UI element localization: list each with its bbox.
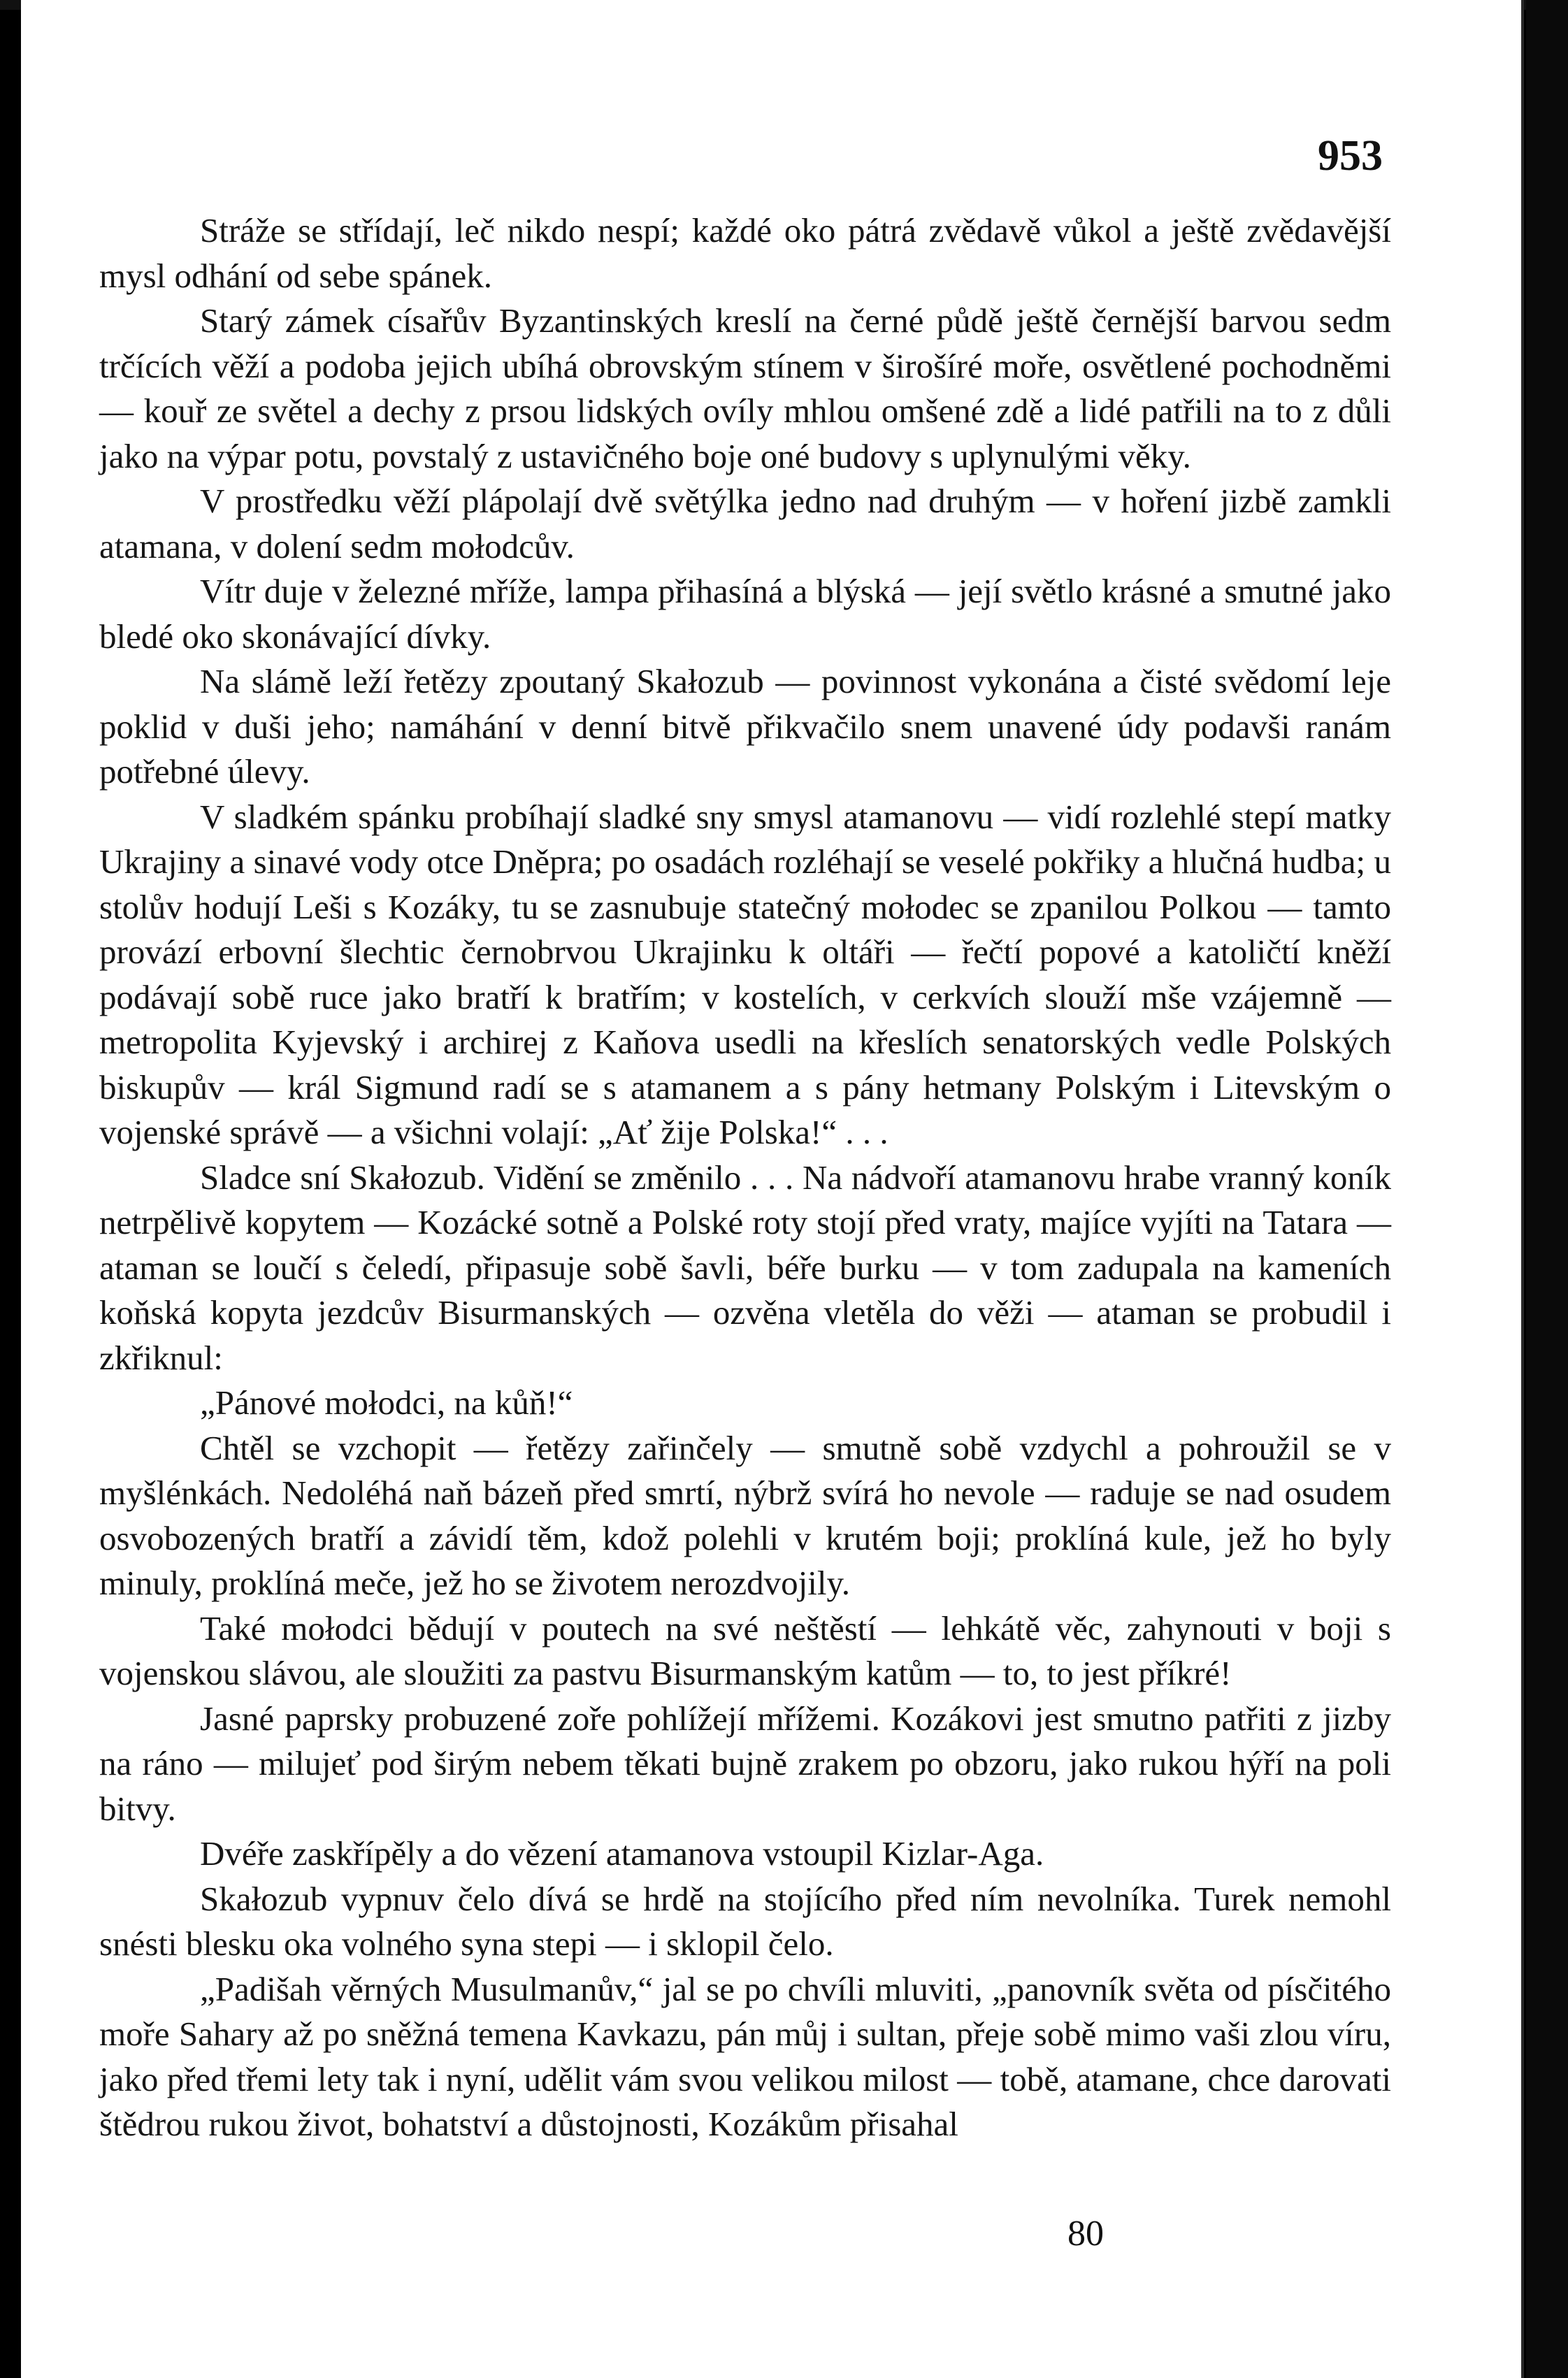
paragraph: Chtěl se vzchopit — řetězy zařinčely — smutně sobě vzdychl a pohroužil se v myšlénkách. Nedoléhá naň bázeň před smrtí, nýbrž svírá ho nevole — raduje se nad osudem osvobozených bratří a závidí těm, kdož polehli v krutém boji; proklíná kule, jež ho byly minuly, proklíná meče, jež ho se životem nerozdvojily.	[99, 1428, 1391, 1602]
paragraph: Dvéře zaskřípěly a do vězení atamanova vstoupil Kizlar-Aga.	[200, 1834, 1044, 1873]
paragraph: Skałozub vypnuv čelo dívá se hrdě na stojícího před ním nevolníka. Turek nemohl snésti blesku oka volného syna stepi — i sklopil čelo.	[99, 1879, 1391, 1963]
paragraph: Sladce sní Skałozub. Vidění se změnilo . . . Na nádvoří atamanovu hrabe vranný koník netrpělivě kopytem — Kozácké sotně a Polské roty stojí před vraty, majíce vyjíti na Tatara — ataman se loučí s čeledí, připasuje sobě šavli, béře burku — v tom zadupala na kameních koňská kopyta jezdcův Bisurmanských — ozvěna vletěla do věži — ataman se probudil i zkřiknul:	[99, 1158, 1391, 1377]
page-number: 953	[1318, 132, 1383, 180]
paragraph: Jasné paprsky probuzené zoře pohlížejí mřížemi. Kozákovi jest smutno patřiti z jizby na ráno — milujeť pod širým nebem těkati bujně zrakem po obzoru, jako rukou hýří na poli bitvy.	[99, 1699, 1391, 1828]
paragraph: V sladkém spánku probíhají sladké sny smysl atamanovu — vidí rozlehlé stepí matky Ukrajiny a sinavé vody otce Dněpra; po osadách rozléhají se veselé pokřiky a hlučná hudba; u stolův hodují Leši s Kozáky, tu se zasnubuje statečný mołodec se zpanilou Polkou — tamto provází erbovní šlechtic černobrvou Ukrajinku k oltáři — řečtí popové a katoličtí kněží podávají sobě ruce jako bratří k bratřím; v kostelích, v cerkvích slouží mše vzájemně — metropolita Kyjevský i archirej z Kaňova usedli na křeslích senatorských vedle Polských biskupův — král Sigmund radí se s atamanem a s pány hetmany Polským i Litevským o vojenské správě — a všichni volají: „Ať žije Polska!“ . . .	[99, 797, 1391, 1151]
paragraph: Na slámě leží řetězy zpoutaný Skałozub — povinnost vykonána a čisté svědomí leje poklid v duši jeho; namáhání v denní bitvě přikvačilo snem unavené údy podavši ranám potřebné úlevy.	[99, 662, 1391, 791]
paragraph: Také mołodci bědují v poutech na své neštěstí — lehkátě věc, zahynouti v boji s vojenskou slávou, ale sloužiti za pastvu Bisurmanským katům — to, to jest příkré!	[99, 1608, 1391, 1692]
paragraph: Vítr duje v železné mříže, lampa přihasíná a blýská — její světlo krásné a smutné jako bledé oko skonávající dívky.	[99, 572, 1391, 656]
signature-mark: 80	[1067, 2214, 1104, 2254]
body-text	[99, 208, 1391, 2147]
scan-border-right	[1526, 0, 1568, 2378]
paragraph: Starý zámek císařův Byzantinských kreslí na černé půdě ještě černější barvou sedm trčících věží a podoba jejich ubíhá obrovským stínem v širošíré moře, osvětlené pochodněmi — kouř ze světel a dechy z prsou lidských ovíly mhlou omšené zdě a lidé patřili na to z důli jako na výpar potu, povstalý z ustavičného boje oné budovy s uplynulými věky.	[99, 301, 1391, 475]
page-edge-line	[1521, 0, 1524, 2378]
paragraph: Stráže se střídají, leč nikdo nespí; každé oko pátrá zvědavě vůkol a ještě zvědavější mysl odhání od sebe spánek.	[99, 211, 1391, 295]
paragraph: „Padišah věrných Musulmanův,“ jal se po chvíli mluviti, „panovník světa od písčitého moře Sahary až po sněžná temena Kavkazu, pán můj i sultan, přeje sobě mimo vaši zlou víru, jako před třemi lety tak i nyní, udělit vám svou velikou milost — tobě, atamane, chce darovati štědrou rukou život, bohatství a důstojnosti, Kozákům přisahal	[99, 1969, 1391, 2143]
book-page	[21, 0, 1524, 2378]
paragraph-exclamation: „Pánové mołodci, na kůň!“	[200, 1383, 573, 1422]
paragraph: V prostředku věží plápolají dvě světýlka jedno nad druhým — v hoření jizbě zamkli atamana, v dolení sedm mołodcův.	[99, 482, 1391, 565]
